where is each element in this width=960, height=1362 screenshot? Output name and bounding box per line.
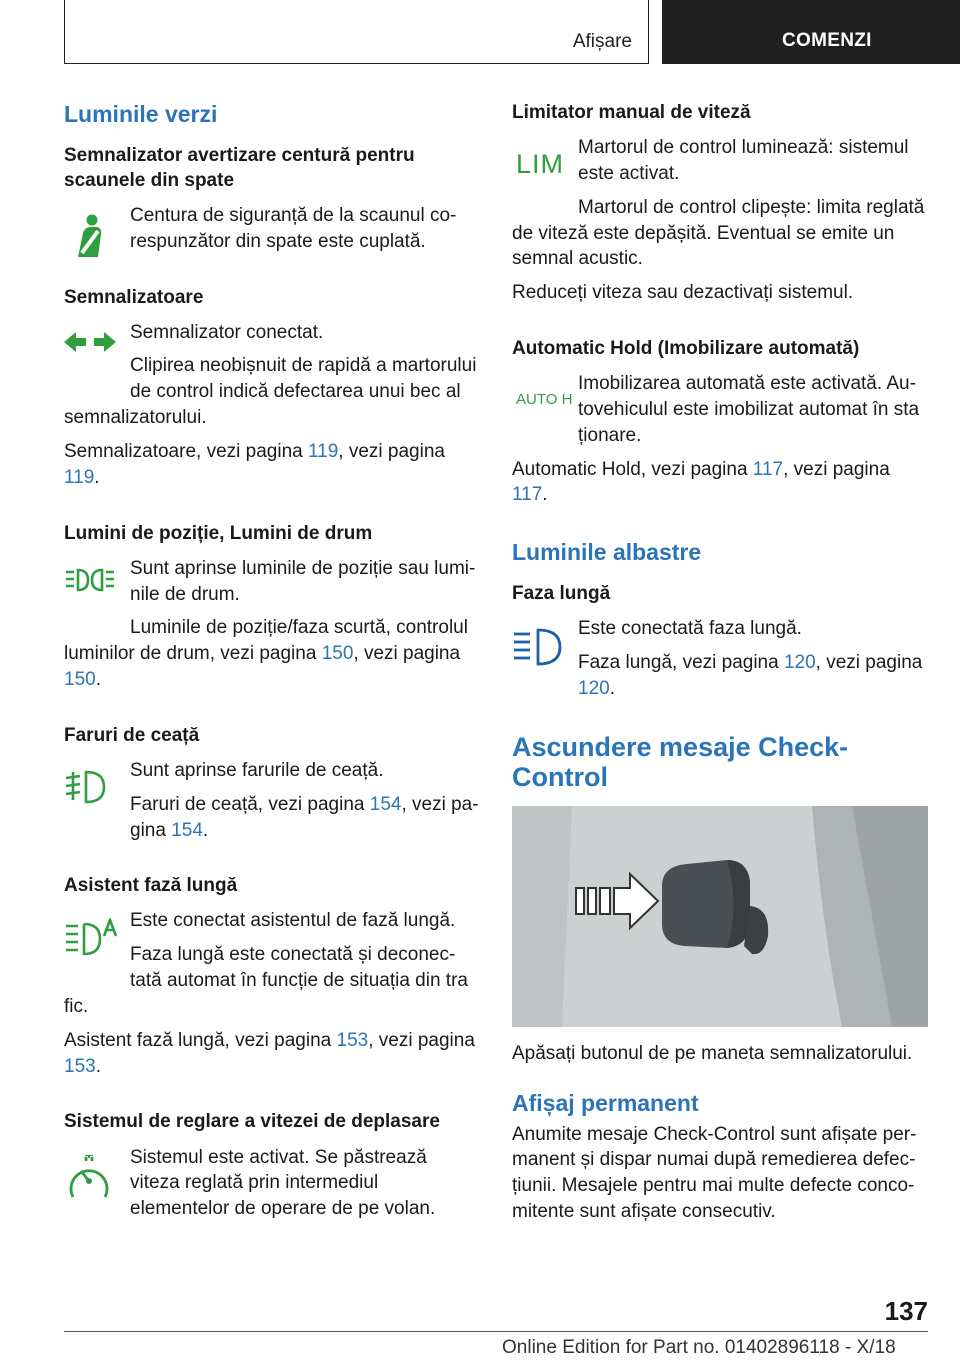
section-title-blue: Luminile albastre (512, 539, 702, 566)
left-column (64, 100, 480, 1230)
fog-lights-text1: Sunt aprinse farurile de ceață. (130, 759, 384, 781)
high-beam-text1: Este conectată faza lungă. (578, 618, 802, 640)
parking-lights-text2: Luminile de poziție/faza scurtă, controlul (130, 617, 468, 639)
auto-hold-text1-cont: ționare. (578, 424, 642, 446)
section-title-green: Luminile verzi (64, 101, 218, 127)
page-link[interactable]: 150 (64, 669, 96, 690)
figure-caption: Apăsați butonul de pe maneta semnalizatorului. (512, 1043, 913, 1065)
page-link[interactable]: 153 (64, 1055, 96, 1077)
page-link[interactable]: 119 (307, 440, 339, 462)
parking-lights-heading: Lumini de poziție, Lumini de drum (64, 522, 373, 544)
indicators-text2-cont: semnalizatorului. (64, 407, 207, 429)
page-link[interactable]: 120 (783, 651, 816, 673)
footer-edition: Online Edition for Part no. 01402896118 - X/18 (502, 1337, 896, 1358)
page-link[interactable]: 150 (321, 643, 354, 665)
page-number: 137 (884, 1296, 928, 1326)
auto-hold-entry (512, 371, 928, 423)
page-link[interactable]: 154 (369, 793, 402, 815)
speed-limiter-text2-cont: de viteză este depășită. Eventual se emite un semnal acustic. (512, 222, 895, 270)
turn-signal-stalk-illustration (512, 806, 928, 1027)
speed-limiter-text2: Martorul de control clipește: limita reglată (578, 196, 925, 218)
header-tab-box (64, 0, 649, 64)
auto-hold-heading: Automatic Hold (Imobilizare automată) (512, 338, 860, 360)
parking-lights-icon (64, 566, 116, 596)
high-beam-assist-text2-cont: fic. (64, 995, 89, 1017)
header-tab-label[interactable]: Afișare (572, 31, 632, 52)
right-column (512, 100, 928, 1233)
parking-lights-text1: Sunt aprinse luminile de poziție sau luminile de drum. (130, 557, 476, 605)
page-link[interactable]: 154 (171, 819, 203, 841)
seatbelt-icon (64, 213, 110, 259)
high-beam-assist-icon (64, 918, 118, 960)
high-beam-heading: Faza lungă (512, 583, 611, 605)
auto-hold-reference: Automatic Hold, vezi pagina 117, vezi pagina 117. (512, 458, 890, 506)
high-beam-assist-text2: Faza lungă este conectată și deconectată automat în funcție de situația din tra (130, 944, 468, 992)
page-link[interactable]: 119 (64, 466, 95, 488)
indicators-entry (64, 320, 480, 405)
indicators-text2: Clipirea neobișnuit de rapidă a martorului de control indică defectarea unui bec al (130, 355, 477, 403)
speed-limiter-heading: Limitator manual de viteză (512, 102, 751, 123)
cruise-control-entry (64, 1145, 480, 1230)
fog-lights-heading: Faruri de ceață (64, 724, 200, 746)
speed-limiter-entry (512, 135, 928, 220)
page-link[interactable]: 117 (752, 458, 784, 480)
section-title-permanent: Afișaj permanent (512, 1089, 699, 1116)
seatbelt-entry (64, 203, 480, 263)
parking-lights-entry (64, 556, 480, 641)
speed-limiter-text3: Reduceți viteza sau dezactivați sistemul. (512, 282, 854, 304)
indicators-heading: Semnalizatoare (64, 286, 204, 308)
section-title-hide-check-control: Ascundere mesaje Check-Control (512, 731, 849, 792)
footer-divider (64, 1331, 928, 1332)
cruise-control-heading: Sistemul de reglare a vitezei de deplasare (64, 1111, 440, 1133)
turn-signal-stalk-figure (512, 806, 928, 1027)
auto-hold-text1: Imobilizarea automată este activată. Autovehiculul este imobilizat automat în sta (578, 373, 920, 420)
high-beam-assist-text1: Este conectat asistentul de fază lungă. (130, 910, 456, 932)
fog-lights-icon (64, 768, 114, 808)
high-beam-reference: Faza lungă, vezi pagina 120, vezi pagina 120. (578, 651, 923, 699)
turn-signal-icon (64, 330, 116, 354)
cruise-control-icon (64, 1155, 114, 1205)
parking-lights-reference: luminilor de drum, vezi pagina 150, vezi pagina 150. (64, 643, 461, 690)
seatbelt-text: Centura de siguranță de la scaunul corespunzător din spate este cuplată. (130, 204, 457, 252)
fog-lights-reference: Faruri de ceață, vezi pagina 154, vezi pagina 154. (130, 793, 479, 841)
header-section-label[interactable]: COMENZI (782, 30, 872, 51)
seatbelt-heading: Semnalizator avertizare centură pentru scaunele din spate (64, 144, 415, 191)
cruise-control-text: Sistemul este activat. Se păstrează viteza reglată prin intermediul elementelor de operare de pe volan. (130, 1146, 436, 1220)
page-link[interactable]: 117 (512, 484, 543, 506)
high-beam-assist-entry (64, 908, 480, 993)
page-link[interactable]: 153 (336, 1029, 369, 1051)
high-beam-assist-reference: Asistent fază lungă, vezi pagina 153, vezi pagina 153. (64, 1029, 475, 1077)
speed-limiter-icon: LIM (516, 149, 565, 180)
speed-limiter-text1: Martorul de control luminează: sistemul este activat. (578, 137, 909, 184)
indicators-text1: Semnalizator conectat. (130, 321, 324, 343)
high-beam-icon (512, 626, 566, 670)
indicators-reference: Semnalizatoare, vezi pagina 119, vezi pagina 119. (64, 440, 445, 488)
high-beam-entry (512, 616, 928, 709)
header-section-box (662, 0, 960, 64)
high-beam-assist-heading: Asistent fază lungă (64, 875, 238, 897)
permanent-text: Anumite mesaje Check-Control sunt afișate permanent și dispar numai după remedierea defecțiunii. Mesajele pentru mai multe defecte concomitente sunt afișate consecutiv. (512, 1123, 917, 1223)
page-link[interactable]: 120 (578, 677, 610, 699)
auto-hold-icon: AUTO H (516, 391, 573, 409)
fog-lights-entry (64, 758, 480, 851)
